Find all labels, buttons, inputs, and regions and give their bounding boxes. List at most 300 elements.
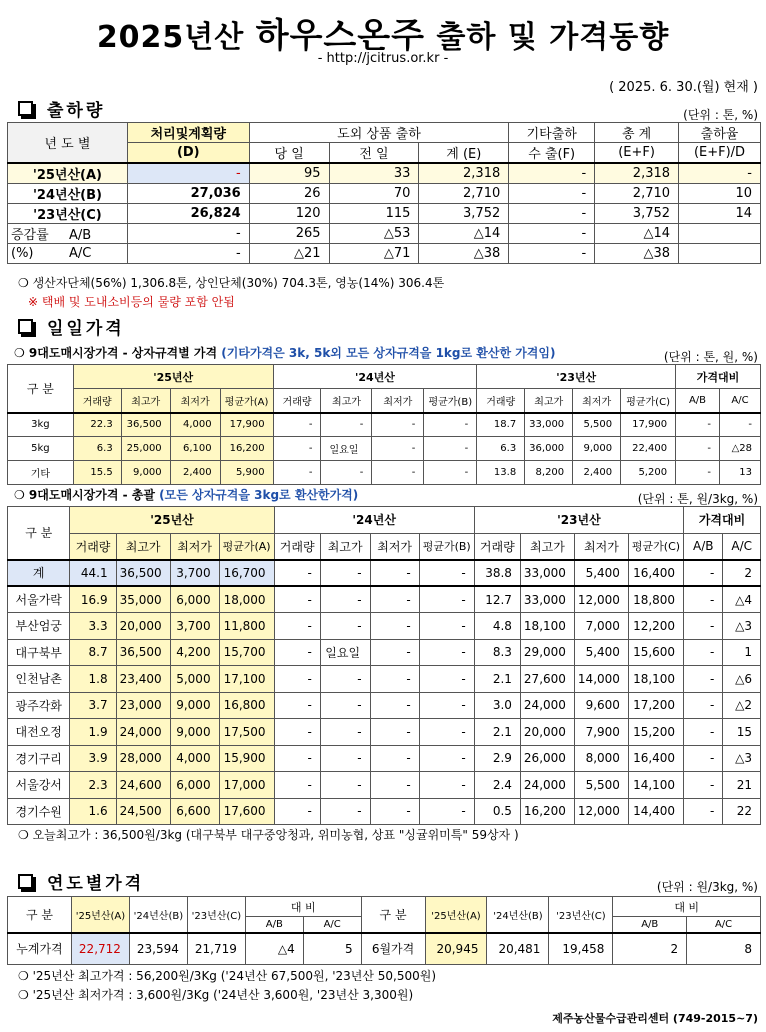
cell-av24: - [419,798,474,825]
cell-ac: △6 [723,666,761,693]
cell-mx23: 33,000 [525,413,573,437]
table-row [8,560,761,587]
cell-v25: 3.7 [70,692,116,719]
cell-v25: 44.1 [70,560,116,587]
cell-v25: 8.7 [70,639,116,666]
row-plan: 27,036 [127,184,249,204]
cell-mn24: - [370,639,419,666]
h-y25: '25년산 [73,365,273,389]
cell-v23: 18.7 [477,413,525,437]
cell-v23: 2.1 [474,719,520,746]
cell-g: 대구북부 [8,639,70,666]
cell-ac: 2 [723,560,761,587]
section-shipment-title: 출하량 [18,96,105,121]
cell-mx24: - [320,666,370,693]
h-ac: A/C [719,389,760,413]
h-ab: A/B [676,389,720,413]
row-year: '23년산(C) [8,204,128,224]
cell-ac: △3 [723,745,761,772]
cell-av24: - [419,772,474,799]
table-row [8,692,761,719]
h-vol: 거래량 [274,533,320,560]
row-plan: 26,824 [127,204,249,224]
cell-ac: - [719,413,760,437]
h-avg: 평균가(A) [219,533,274,560]
cell-mx25: 28,000 [116,745,170,772]
box-price-table [7,364,761,485]
table-row [8,772,761,799]
row-plan: - [127,163,249,184]
cell-g: 서울강서 [8,772,70,799]
cell-mn25: 9,000 [170,719,219,746]
cell-mx25: 36,500 [121,413,170,437]
cell-av24: - [419,560,474,587]
cell-av23: 5,200 [621,461,676,485]
cell-g: 인천남촌 [8,666,70,693]
title-suffix: 출하 및 가격동향 [436,20,670,55]
cell-av25: 17,600 [219,798,274,825]
h-avg: 평균가(B) [419,533,474,560]
section-daily-price-title: 일일가격 [18,314,125,339]
cell-mn24: - [372,413,424,437]
h-ac: A/C [723,533,761,560]
cum-ab: △4 [245,933,303,965]
report-date: ( 2025. 6. 30.(월) 현재 ) [609,80,758,95]
row-sum: 3,752 [419,204,509,224]
cell-g: 경기수원 [8,798,70,825]
yearly-price-table [7,896,761,965]
h-other: 기타출하 [509,123,595,143]
cell-av25: 16,200 [220,437,273,461]
h-max: 최고가 [116,533,170,560]
cell-mn23: 5,500 [574,772,628,799]
h-plan2: (D) [127,143,249,164]
h-cmp: 가격대비 [676,365,761,389]
cell-ab: - [684,586,723,613]
cell-ab: - [684,692,723,719]
cell-ab: - [684,745,723,772]
row-year: '25년산(A) [8,163,128,184]
row-export: - [509,184,595,204]
h-c: '23년산(C) [549,897,613,933]
row-total: 2,318 [595,163,679,184]
row-prev: 115 [329,204,419,224]
shipment-table [7,122,761,264]
inc-today: 265 [249,224,329,244]
h-gubun: 구 분 [361,897,425,933]
h-ab: A/B [613,917,687,933]
cell-v25: 3.3 [70,613,116,640]
row-today: 120 [249,204,329,224]
cell-mx23: 24,000 [520,772,574,799]
h-y24: '24년산 [273,365,477,389]
cell-ab: - [684,613,723,640]
cell-av23: 18,800 [628,586,683,613]
cum-b: 23,594 [129,933,187,965]
inc-today: △21 [249,244,329,264]
h-max: 최고가 [525,389,573,413]
cell-mn24: - [370,772,419,799]
cell-mn25: 4,000 [170,413,220,437]
cum-ac: 5 [303,933,361,965]
cell-v25: 1.6 [70,798,116,825]
cell-v23: 38.8 [474,560,520,587]
cell-mn23: 8,000 [574,745,628,772]
cell-ac: △4 [723,586,761,613]
cell-av25: 5,900 [220,461,273,485]
cell-mx24: - [320,772,370,799]
cell-mn23: 7,000 [574,613,628,640]
row-rate: 10 [679,184,761,204]
cell-ab: - [684,560,723,587]
h-cmp: 대 비 [613,897,761,917]
cell-av25: 17,100 [219,666,274,693]
h-year: 년 도 별 [8,123,128,164]
today-max-note: ❍ 오늘최고가 : 36,500원/3kg (대구북부 대구중앙청과, 위미농협, 상표 "싱귤위미특" 59상자 ) [18,828,519,842]
cell-mx24: - [320,560,370,587]
cell-mx25: 24,000 [116,719,170,746]
cell-v25: 15.5 [73,461,121,485]
cell-v24: - [274,745,320,772]
cell-g: 3kg [8,413,74,437]
h-avg: 평균가(C) [628,533,683,560]
cell-mn23: 9,000 [573,437,621,461]
cell-mx25: 36,500 [116,560,170,587]
h-min: 최저가 [170,389,220,413]
cell-g: 5kg [8,437,74,461]
cell-av23: 16,400 [628,745,683,772]
cell-av24: - [419,613,474,640]
h-vol: 거래량 [474,533,520,560]
cell-mn24: - [370,745,419,772]
h-vol: 거래량 [477,389,525,413]
yearly-unit: (단위 : 원/3kg, %) [656,880,758,894]
cell-mn23: 9,600 [574,692,628,719]
cell-mn24: - [372,437,424,461]
cell-mx24: 일요일 [320,639,370,666]
site-url[interactable]: - http://jcitrus.or.kr - [317,51,449,66]
cell-av24: - [424,413,477,437]
cell-mx24: - [320,745,370,772]
cell-mx25: 23,000 [116,692,170,719]
h-ab: A/B [684,533,723,560]
cell-mn24: - [370,719,419,746]
h-cmp: 가격대비 [684,507,761,534]
cell-av25: 16,700 [219,560,274,587]
cell-av23: 18,100 [628,666,683,693]
cell-mn23: 2,400 [573,461,621,485]
cell-mx24: - [320,586,370,613]
h-max: 최고가 [121,389,170,413]
table-row [8,798,761,825]
cell-mn24: - [370,666,419,693]
inc-row-label: (%) A/C [8,244,128,264]
section-yearly-price-title: 연도별가격 [18,869,144,894]
cell-ac: 1 [723,639,761,666]
title-prefix: 2025년산 [96,20,245,55]
inc-export: - [509,244,595,264]
cell-mn23: 5,400 [574,560,628,587]
cell-mn25: 6,100 [170,437,220,461]
h-ac: A/C [303,917,361,933]
inc-prev: △71 [329,244,419,264]
h-y25: '25년산 [70,507,274,534]
cell-v24: - [273,461,321,485]
inc-sum: △38 [419,244,509,264]
inc-sum: △14 [419,224,509,244]
cell-ab: - [684,639,723,666]
h-plan: 처리및계획량 [127,123,249,143]
cell-g: 경기구리 [8,745,70,772]
summary-price-unit: (단위 : 톤, 원/3kg, %) [637,492,758,506]
h-gubun: 구 분 [8,507,70,560]
row-sum: 2,318 [419,163,509,184]
table-row [8,413,761,437]
cell-v25: 1.8 [70,666,116,693]
cell-mn24: - [370,692,419,719]
max-price-note: ❍ '25년산 최고가격 : 56,200원/3Kg ('24년산 67,500원, '23년산 50,500원) [18,969,437,983]
cell-ab: - [676,413,720,437]
cell-mx23: 27,600 [520,666,574,693]
cell-mx24: - [321,461,372,485]
summary-price-table [7,506,761,825]
table-row [8,461,761,485]
cell-mn24: - [370,560,419,587]
h-vol: 거래량 [73,389,121,413]
cell-v23: 3.0 [474,692,520,719]
table-row [8,745,761,772]
h-y24: '24년산 [274,507,474,534]
cell-v23: 2.4 [474,772,520,799]
cell-mn23: 14,000 [574,666,628,693]
cell-v25: 6.3 [73,437,121,461]
inc-plan: - [127,224,249,244]
h-rate: 출하율 [679,123,761,143]
h-efd: (E+F)/D [679,143,761,164]
mon-ab: 2 [613,933,687,965]
cell-v24: - [274,613,320,640]
box-price-rows [8,413,761,485]
row-rate: - [679,163,761,184]
cell-ac: △28 [719,437,760,461]
row-export: - [509,163,595,184]
cum-c: 21,719 [187,933,245,965]
cell-ac: 22 [723,798,761,825]
h-total: 총 계 [595,123,679,143]
cell-ac: △2 [723,692,761,719]
cell-mn25: 6,000 [170,586,219,613]
checkbox-icon [18,319,33,334]
row-export: - [509,204,595,224]
cell-mx23: 33,000 [520,586,574,613]
cell-mx23: 20,000 [520,719,574,746]
cell-av25: 18,000 [219,586,274,613]
inc-row-label: 증감률 A/B [8,224,128,244]
cell-av25: 17,500 [219,719,274,746]
cell-mn24: - [370,798,419,825]
cell-mn23: 12,000 [574,798,628,825]
mon-b: 20,481 [487,933,549,965]
cell-g: 기타 [8,461,74,485]
cell-ac: 21 [723,772,761,799]
table-row [8,586,761,613]
cell-mn25: 2,400 [170,461,220,485]
cell-ab: - [684,666,723,693]
cell-mn25: 5,000 [170,666,219,693]
cell-v25: 1.9 [70,719,116,746]
checkbox-icon [18,874,33,889]
cell-mx25: 9,000 [121,461,170,485]
cell-av23: 14,400 [628,798,683,825]
cell-mn23: 7,900 [574,719,628,746]
cell-av25: 17,900 [220,413,273,437]
cell-mn24: - [372,461,424,485]
mon-ac: 8 [687,933,761,965]
row-rate: 14 [679,204,761,224]
h-sum: 계 (E) [419,143,509,164]
cell-mn25: 6,600 [170,798,219,825]
cell-av24: - [419,692,474,719]
cell-mn23: 5,500 [573,413,621,437]
h-max: 최고가 [321,389,372,413]
cell-av23: 17,900 [621,413,676,437]
cell-v24: - [274,666,320,693]
cell-mx23: 26,000 [520,745,574,772]
cell-mx23: 24,000 [520,692,574,719]
cell-ab: - [676,437,720,461]
h-a: '25년산(A) [425,897,487,933]
cell-av25: 15,700 [219,639,274,666]
h-y23: '23년산 [477,365,676,389]
summary-price-rows [8,560,761,825]
cell-v24: - [274,586,320,613]
cell-av25: 17,000 [219,772,274,799]
cell-av25: 11,800 [219,613,274,640]
cell-v24: - [274,798,320,825]
mon-c: 19,458 [549,933,613,965]
row-prev: 33 [329,163,419,184]
cell-mx25: 36,500 [116,639,170,666]
h-ab: A/B [245,917,303,933]
cell-mn25: 4,200 [170,639,219,666]
cell-av23: 12,200 [628,613,683,640]
cell-av25: 15,900 [219,745,274,772]
cell-av24: - [419,719,474,746]
h-ac: A/C [687,917,761,933]
mon-a: 20,945 [425,933,487,965]
cell-ab: - [684,798,723,825]
checkbox-icon [18,101,33,116]
cell-mx25: 24,500 [116,798,170,825]
cell-g: 대전오정 [8,719,70,746]
h-export: 수 출(F) [509,143,595,164]
cell-v24: - [273,413,321,437]
cell-g: 부산엄궁 [8,613,70,640]
cell-mx25: 25,000 [121,437,170,461]
cell-mx24: - [320,719,370,746]
inc-total: △14 [595,224,679,244]
cell-mn23: 12,000 [574,586,628,613]
cell-v24: - [274,772,320,799]
cell-mx23: 36,000 [525,437,573,461]
h-avg: 평균가(B) [424,389,477,413]
cell-ab: - [684,772,723,799]
cell-mn25: 3,700 [170,613,219,640]
cell-mx24: 일요일 [321,437,372,461]
box-price-unit: (단위 : 톤, 원, %) [663,350,758,364]
cell-v23: 2.1 [474,666,520,693]
h-min: 최저가 [370,533,419,560]
cell-mn25: 3,700 [170,560,219,587]
h-min: 최저가 [372,389,424,413]
cell-ac: △3 [723,613,761,640]
min-price-note: ❍ '25년산 최저가격 : 3,600원/3Kg ('24년산 3,600원, '23년산 3,300원) [18,988,414,1002]
cell-v24: - [273,437,321,461]
h-b: '24년산(B) [129,897,187,933]
cell-v24: - [274,719,320,746]
cell-mx25: 35,000 [116,586,170,613]
title-brand: 하우스온주 [255,16,425,56]
cell-g: 광주각화 [8,692,70,719]
cell-v24: - [274,639,320,666]
box-price-subtitle: ❍ 9대도매시장가격 - 상자규격별 가격 (기타가격은 3k, 5k외 모든 상자규격을 1kg로 환산한 가격임) [14,346,556,360]
h-max: 최고가 [320,533,370,560]
cell-mx25: 23,400 [116,666,170,693]
h-a: '25년산(A) [71,897,129,933]
h-avg: 평균가(A) [220,389,273,413]
row-prev: 70 [329,184,419,204]
cell-v23: 0.5 [474,798,520,825]
page-title [0,8,766,57]
summary-price-subtitle: ❍ 9대도매시장가격 - 총괄 (모든 상자규격을 3kg로 환산한가격) [14,488,359,502]
inc-plan: - [127,244,249,264]
cell-av23: 16,400 [628,560,683,587]
cell-v24: - [274,692,320,719]
cell-av24: - [419,666,474,693]
h-min: 최저가 [170,533,219,560]
cell-mx25: 24,600 [116,772,170,799]
h-c: '23년산(C) [187,897,245,933]
cell-v23: 13.8 [477,461,525,485]
cell-av24: - [424,437,477,461]
row-total: 3,752 [595,204,679,224]
cell-mx23: 33,000 [520,560,574,587]
cell-mx23: 16,200 [520,798,574,825]
h-vol: 거래량 [70,533,116,560]
cell-g: 계 [8,560,70,587]
h-prev: 전 일 [329,143,419,164]
cell-av24: - [424,461,477,485]
h-gubun: 구 분 [8,365,74,413]
mon-label: 6월가격 [361,933,425,965]
row-today: 26 [249,184,329,204]
cell-v25: 3.9 [70,745,116,772]
h-today: 당 일 [249,143,329,164]
cell-mx23: 29,000 [520,639,574,666]
h-cmp: 대 비 [245,897,361,917]
cell-mn25: 9,000 [170,692,219,719]
cell-mx24: - [320,692,370,719]
cell-mn24: - [370,586,419,613]
inc-prev: △53 [329,224,419,244]
cell-mx24: - [321,413,372,437]
h-vol: 거래량 [273,389,321,413]
cell-mn25: 4,000 [170,745,219,772]
row-today: 95 [249,163,329,184]
inc-total: △38 [595,244,679,264]
cell-mx24: - [320,798,370,825]
cell-mx25: 20,000 [116,613,170,640]
